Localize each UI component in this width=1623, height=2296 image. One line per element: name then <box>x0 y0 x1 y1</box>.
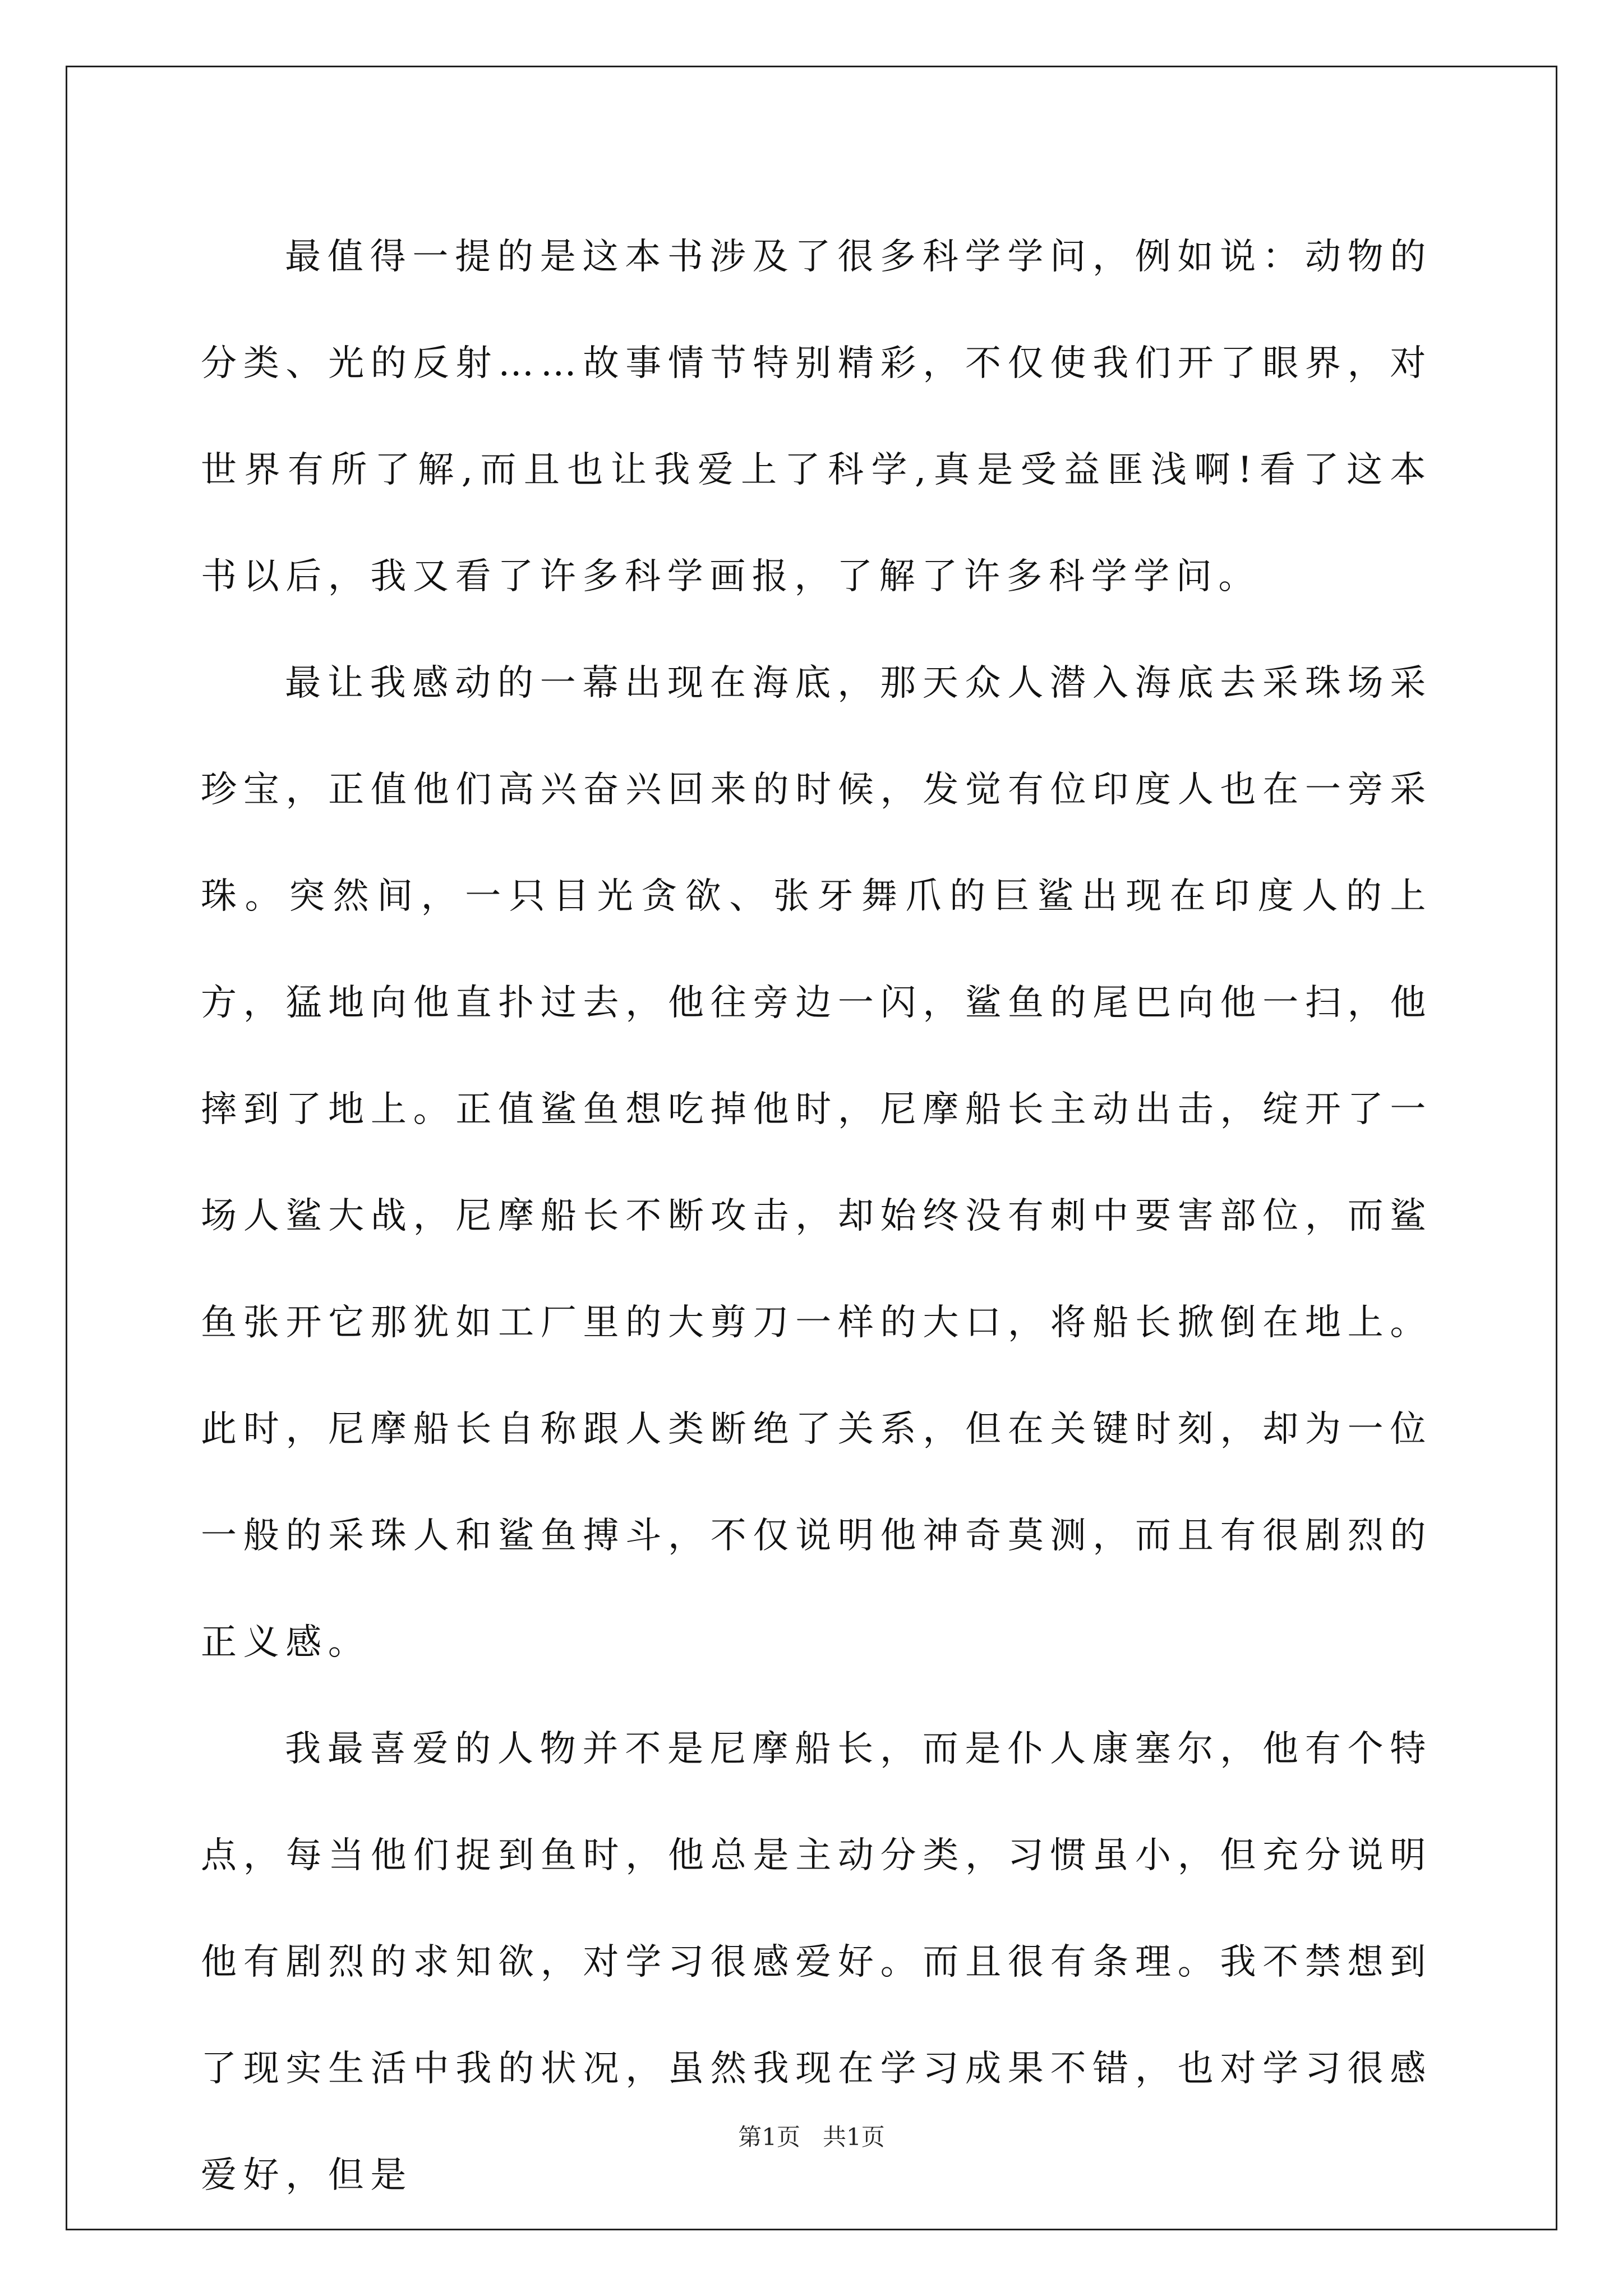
paragraph-shark-fight: 最让我感动的一幕出现在海底，那天众人潜入海底去采珠场采珍宝，正值他们高兴奋兴回来的时候，发觉有位印度人也在一旁采珠。突然间，一只目光贪欲、张牙舞爪的巨鲨出现在印度人的上方，猛地向他直扑过去，他往旁边一闪，鲨鱼的尾巴向他一扫，他摔到了地上。正值鲨鱼想吃掉他时，尼摩船长主动出击，绽开了一场人鲨大战，尼摩船长不断攻击，却始终没有刺中要害部位，而鲨鱼张开它那犹如工厂里的大剪刀一样的大口，将船长掀倒在地上。此时，尼摩船长自称跟人类断绝了关系，但在关键时刻，却为一位一般的采珠人和鲨鱼搏斗，不仅说明他神奇莫测，而且有很剧烈的正义感。 <box>201 662 1432 1663</box>
page-footer <box>0 2120 1623 2154</box>
page-number: 第1页 <box>738 2123 800 2151</box>
document-body <box>201 204 1432 2229</box>
paragraph-favorite-character: 我最喜爱的人物并不是尼摩船长，而是仆人康塞尔，他有个特点，每当他们捉到鱼时，他总是主动分类，习惯虽小，但充分说明他有剧烈的求知欲，对学习很感爱好。而且很有条理。我不禁想到了现实生活中我的状况，虽然我现在学习成果不错，也对学习很感爱好，但是 <box>201 1728 1432 2196</box>
page-total: 共1页 <box>823 2123 885 2151</box>
paragraph-science-knowledge: 最值得一提的是这本书涉及了很多科学学问，例如说：动物的分类、光的反射……故事情节特别精彩，不仅使我们开了眼界，对世界有所了解,而且也让我爱上了科学,真是受益匪浅啊!看了这本书以后，我又看了许多科学画报，了解了许多科学学问。 <box>201 236 1432 597</box>
